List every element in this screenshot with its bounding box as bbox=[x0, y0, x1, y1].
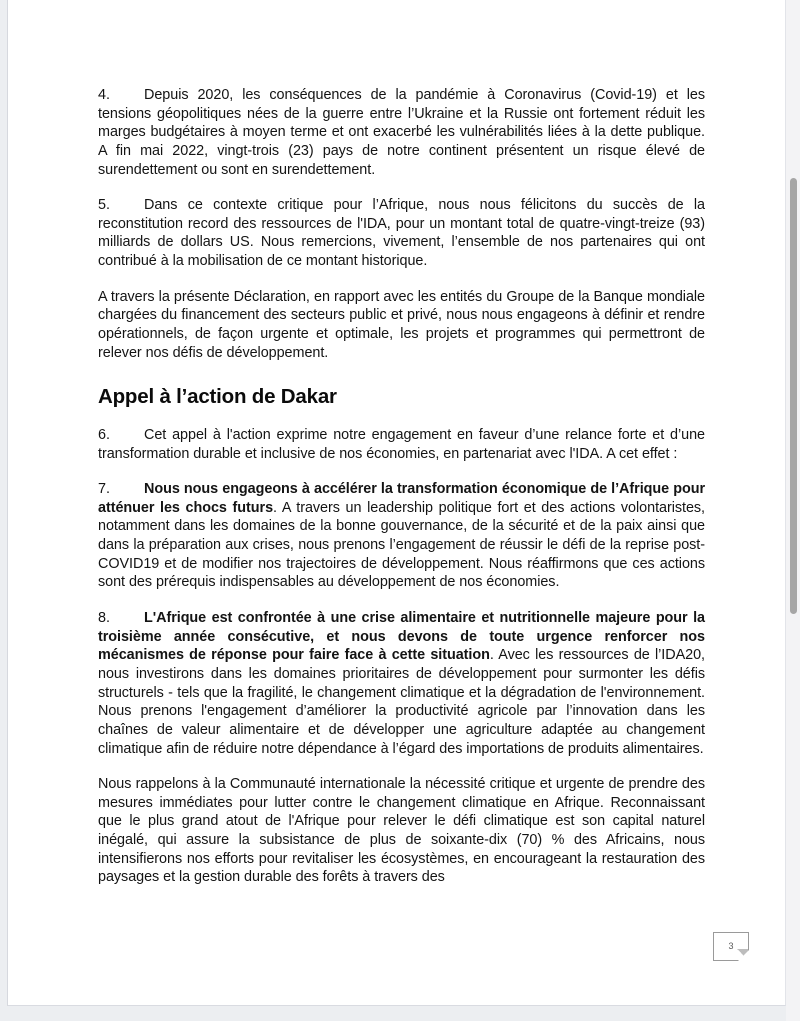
paragraph-number-7: 7. bbox=[98, 481, 110, 498]
paragraph-text-declaration: A travers la présente Déclaration, en rapport avec les entités du Groupe de la Banque mondiale chargées du financement des secteurs public et privé, nous nous engageons à définir et rendre opérationnels, de façon urgente et optimale, les projets et programmes qui permettront de relever nos défis de développement. bbox=[98, 288, 705, 361]
vertical-scrollbar-track[interactable] bbox=[786, 0, 800, 1021]
paragraph-text-climat: Nous rappelons à la Communauté internationale la nécessité critique et urgente de prendre des mesures immédiates pour lutter contre le changement climatique en Afrique. Reconnaissant que le plus grand atout de l'Afrique pour relever le défi climatique est son capital naturel inégalé, qui assure la subsistance de plus de soixante-dix (70) % des Africains, nous intensifierons nos efforts pour revitaliser les écosystèmes, en encourageant la restauration des paysages et la gestion durable des forêts à travers des bbox=[98, 776, 705, 886]
paragraph-text-5: Dans ce contexte critique pour l’Afrique, nous nous félicitons du succès de la reconstitution record des ressources de l'IDA, pour un montant total de quatre-vingt-treize (93) milliards de dollars US. Nous remercions, vivement, l’ensemble de nos partenaires qui ont contribué à la mobilisation de ce montant historique. bbox=[98, 197, 705, 270]
page-number-label: 3 bbox=[728, 941, 734, 951]
paragraph-text-6: Cet appel à l'action exprime notre engagement en faveur d’une relance forte et d’une transformation durable et inclusive de nos économies, en partenariat avec l'IDA. A cet effet : bbox=[98, 426, 705, 462]
paragraph-text-7: . A travers un leadership politique fort et des actions volontaristes, notamment dans les domaines de la bonne gouvernance, de la sécurité et de la paix ainsi que dans la préparation aux crises, nous prenons l’engagement de réussir le défi de la reprise post-COVID19 et de modifier nos trajectoires de développement. Nous réaffirmons que ces actions sont des prérequis indispensables au développement de nos économies. bbox=[98, 499, 705, 591]
paragraph-8 bbox=[98, 609, 705, 758]
document-text-column bbox=[98, 86, 705, 887]
paragraph-6 bbox=[98, 426, 705, 463]
paragraph-climat bbox=[98, 775, 705, 887]
paragraph-7 bbox=[98, 480, 705, 592]
paragraph-4 bbox=[98, 86, 705, 179]
paragraph-declaration bbox=[98, 288, 705, 363]
paragraph-text-8: . Avec les ressources de l’IDA20, nous investirons dans les domaines prioritaires de développement pour surmonter les défis structurels - tels que la fragilité, le changement climatique et la dégradation de l'environnement. Nous prenons l'engagement d’améliorer la productivité agricole par l’innovation dans les chaînes de valeur alimentaire et de développer une agriculture adaptée au changement climatique afin de réduire notre dépendance à l’égard des importations de produits alimentaires. bbox=[98, 647, 706, 757]
vertical-scrollbar-thumb[interactable] bbox=[790, 178, 797, 614]
section-heading-appel-a-laction: Appel à l’action de Dakar bbox=[98, 385, 337, 409]
document-page bbox=[7, 0, 786, 1006]
paragraph-number-8: 8. bbox=[98, 610, 110, 627]
paragraph-5 bbox=[98, 196, 705, 271]
paragraph-text-4: Depuis 2020, les conséquences de la pandémie à Coronavirus (Covid-19) et les tensions géopolitiques nées de la guerre entre l’Ukraine et la Russie ont fortement réduit les marges budgétaires à moyen terme et ont exacerbé les vulnérabilités liées à la dette publique. A fin mai 2022, vingt-trois (23) pays de notre continent présentent un risque élevé de surendettement ou sont en surendettement. bbox=[98, 87, 705, 178]
page-number-badge bbox=[713, 932, 749, 961]
folded-corner-icon bbox=[737, 949, 748, 960]
paragraph-number-4: 4. bbox=[98, 87, 110, 103]
paragraph-bold-lead-7: Nous nous engageons à accélérer la transformation économique de l’Afrique pour atténuer les chocs futurs bbox=[98, 481, 705, 516]
paragraph-bold-lead-8: L'Afrique est confrontée à une crise alimentaire et nutritionnelle majeure pour la troisième année consécutive, et nous devons de toute urgence renforcer nos mécanismes de réponse pour faire face à cette situation bbox=[98, 610, 705, 664]
paragraph-number-6: 6. bbox=[98, 426, 110, 443]
paragraph-number-5: 5. bbox=[98, 197, 110, 214]
